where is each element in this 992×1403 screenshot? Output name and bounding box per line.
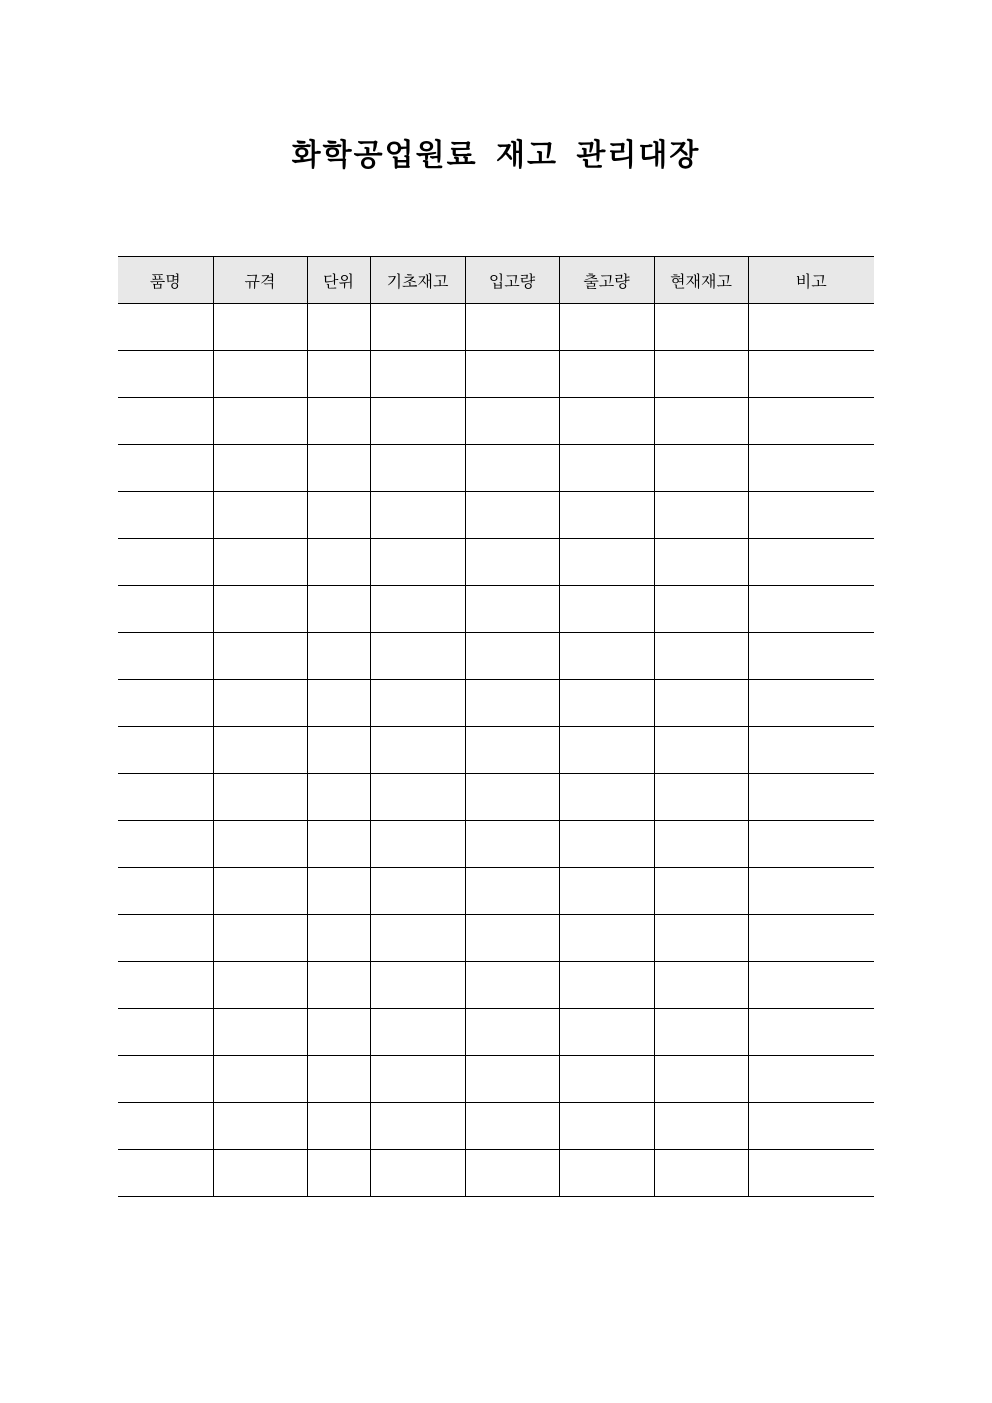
table-cell-remarks[interactable] <box>748 445 874 492</box>
table-cell-remarks[interactable] <box>748 680 874 727</box>
table-cell-specification[interactable] <box>213 586 307 633</box>
table-cell-received-qty[interactable] <box>465 915 559 962</box>
table-cell-received-qty[interactable] <box>465 962 559 1009</box>
table-cell-received-qty[interactable] <box>465 539 559 586</box>
table-row <box>118 1103 874 1150</box>
table-cell-received-qty[interactable] <box>465 868 559 915</box>
table-cell-specification[interactable] <box>213 398 307 445</box>
table-cell-unit[interactable] <box>307 539 370 586</box>
table-cell-specification[interactable] <box>213 821 307 868</box>
table-cell-opening-stock[interactable] <box>370 1150 465 1197</box>
table-cell-opening-stock[interactable] <box>370 962 465 1009</box>
table-cell-issued-qty[interactable] <box>559 727 654 774</box>
table-cell-issued-qty[interactable] <box>559 445 654 492</box>
table-cell-item-name[interactable] <box>118 539 213 586</box>
table-cell-issued-qty[interactable] <box>559 821 654 868</box>
table-cell-opening-stock[interactable] <box>370 1103 465 1150</box>
table-cell-received-qty[interactable] <box>465 398 559 445</box>
table-row <box>118 821 874 868</box>
column-header-opening-stock: 기초재고 <box>370 257 465 304</box>
table-cell-opening-stock[interactable] <box>370 774 465 821</box>
table-cell-received-qty[interactable] <box>465 727 559 774</box>
table-cell-specification[interactable] <box>213 1009 307 1056</box>
table-cell-remarks[interactable] <box>748 492 874 539</box>
table-cell-opening-stock[interactable] <box>370 680 465 727</box>
table-cell-issued-qty[interactable] <box>559 539 654 586</box>
table-cell-remarks[interactable] <box>748 1103 874 1150</box>
table-cell-specification[interactable] <box>213 633 307 680</box>
column-header-unit: 단위 <box>307 257 370 304</box>
table-cell-item-name[interactable] <box>118 586 213 633</box>
table-cell-issued-qty[interactable] <box>559 774 654 821</box>
table-cell-specification[interactable] <box>213 492 307 539</box>
table-cell-current-stock[interactable] <box>654 821 748 868</box>
table-cell-unit[interactable] <box>307 1150 370 1197</box>
table-cell-unit[interactable] <box>307 915 370 962</box>
table-cell-issued-qty[interactable] <box>559 1150 654 1197</box>
table-cell-current-stock[interactable] <box>654 868 748 915</box>
table-cell-current-stock[interactable] <box>654 1056 748 1103</box>
column-header-current-stock: 현재재고 <box>654 257 748 304</box>
table-cell-item-name[interactable] <box>118 868 213 915</box>
table-cell-remarks[interactable] <box>748 821 874 868</box>
table-cell-unit[interactable] <box>307 351 370 398</box>
table-cell-current-stock[interactable] <box>654 1103 748 1150</box>
table-cell-specification[interactable] <box>213 445 307 492</box>
table-cell-current-stock[interactable] <box>654 398 748 445</box>
table-cell-remarks[interactable] <box>748 539 874 586</box>
table-cell-item-name[interactable] <box>118 633 213 680</box>
table-cell-issued-qty[interactable] <box>559 1009 654 1056</box>
table-cell-current-stock[interactable] <box>654 1009 748 1056</box>
table-cell-specification[interactable] <box>213 727 307 774</box>
table-cell-unit[interactable] <box>307 1009 370 1056</box>
table-cell-unit[interactable] <box>307 680 370 727</box>
table-row <box>118 774 874 821</box>
table-cell-current-stock[interactable] <box>654 539 748 586</box>
table-cell-current-stock[interactable] <box>654 304 748 351</box>
table-cell-unit[interactable] <box>307 304 370 351</box>
table-cell-specification[interactable] <box>213 915 307 962</box>
column-header-remarks: 비고 <box>748 257 874 304</box>
table-cell-issued-qty[interactable] <box>559 398 654 445</box>
table-cell-unit[interactable] <box>307 633 370 680</box>
table-cell-remarks[interactable] <box>748 915 874 962</box>
table-cell-received-qty[interactable] <box>465 586 559 633</box>
table-cell-item-name[interactable] <box>118 1056 213 1103</box>
table-cell-current-stock[interactable] <box>654 633 748 680</box>
table-cell-remarks[interactable] <box>748 351 874 398</box>
table-cell-opening-stock[interactable] <box>370 586 465 633</box>
table-cell-opening-stock[interactable] <box>370 445 465 492</box>
table-cell-unit[interactable] <box>307 774 370 821</box>
column-header-received-qty: 입고량 <box>465 257 559 304</box>
table-cell-specification[interactable] <box>213 1056 307 1103</box>
table-cell-received-qty[interactable] <box>465 680 559 727</box>
table-cell-issued-qty[interactable] <box>559 1103 654 1150</box>
table-cell-unit[interactable] <box>307 962 370 1009</box>
table-cell-opening-stock[interactable] <box>370 727 465 774</box>
table-cell-unit[interactable] <box>307 868 370 915</box>
table-cell-issued-qty[interactable] <box>559 351 654 398</box>
table-cell-current-stock[interactable] <box>654 915 748 962</box>
table-cell-item-name[interactable] <box>118 821 213 868</box>
table-cell-remarks[interactable] <box>748 1150 874 1197</box>
table-row <box>118 1150 874 1197</box>
table-cell-issued-qty[interactable] <box>559 304 654 351</box>
table-cell-received-qty[interactable] <box>465 633 559 680</box>
table-cell-current-stock[interactable] <box>654 1150 748 1197</box>
table-cell-received-qty[interactable] <box>465 1103 559 1150</box>
table-row <box>118 727 874 774</box>
table-cell-opening-stock[interactable] <box>370 304 465 351</box>
table-cell-issued-qty[interactable] <box>559 868 654 915</box>
table-cell-unit[interactable] <box>307 1056 370 1103</box>
table-cell-issued-qty[interactable] <box>559 1056 654 1103</box>
table-cell-unit[interactable] <box>307 492 370 539</box>
table-cell-specification[interactable] <box>213 868 307 915</box>
column-header-item-name: 품명 <box>118 257 213 304</box>
table-row <box>118 915 874 962</box>
table-cell-item-name[interactable] <box>118 774 213 821</box>
table-cell-current-stock[interactable] <box>654 586 748 633</box>
table-cell-opening-stock[interactable] <box>370 1056 465 1103</box>
table-cell-unit[interactable] <box>307 445 370 492</box>
table-cell-item-name[interactable] <box>118 351 213 398</box>
column-header-specification: 규격 <box>213 257 307 304</box>
table-cell-specification[interactable] <box>213 680 307 727</box>
table-cell-received-qty[interactable] <box>465 304 559 351</box>
table-cell-remarks[interactable] <box>748 398 874 445</box>
table-row <box>118 868 874 915</box>
table-cell-item-name[interactable] <box>118 680 213 727</box>
table-cell-current-stock[interactable] <box>654 445 748 492</box>
table-cell-received-qty[interactable] <box>465 1150 559 1197</box>
table-row <box>118 962 874 1009</box>
table-cell-current-stock[interactable] <box>654 962 748 1009</box>
table-cell-opening-stock[interactable] <box>370 1009 465 1056</box>
table-cell-specification[interactable] <box>213 1150 307 1197</box>
table-cell-unit[interactable] <box>307 821 370 868</box>
table-row <box>118 1056 874 1103</box>
table-cell-specification[interactable] <box>213 962 307 1009</box>
table-cell-remarks[interactable] <box>748 727 874 774</box>
table-cell-remarks[interactable] <box>748 774 874 821</box>
inventory-ledger-table <box>118 256 874 1197</box>
table-cell-opening-stock[interactable] <box>370 351 465 398</box>
table-row <box>118 304 874 351</box>
table-body <box>118 304 874 1197</box>
table-cell-specification[interactable] <box>213 351 307 398</box>
table-cell-item-name[interactable] <box>118 445 213 492</box>
table-cell-received-qty[interactable] <box>465 1056 559 1103</box>
table-cell-remarks[interactable] <box>748 633 874 680</box>
table-cell-current-stock[interactable] <box>654 680 748 727</box>
table-row <box>118 445 874 492</box>
table-row <box>118 492 874 539</box>
table-cell-issued-qty[interactable] <box>559 492 654 539</box>
table-row <box>118 633 874 680</box>
table-cell-current-stock[interactable] <box>654 727 748 774</box>
table-cell-item-name[interactable] <box>118 1009 213 1056</box>
page-title: 화학공업원료 재고 관리대장 <box>291 138 701 173</box>
table-cell-opening-stock[interactable] <box>370 633 465 680</box>
table-cell-item-name[interactable] <box>118 962 213 1009</box>
table-cell-current-stock[interactable] <box>654 774 748 821</box>
table-header-row <box>118 257 874 304</box>
table-cell-opening-stock[interactable] <box>370 915 465 962</box>
table-cell-remarks[interactable] <box>748 868 874 915</box>
table-cell-specification[interactable] <box>213 539 307 586</box>
table-cell-item-name[interactable] <box>118 398 213 445</box>
table-row <box>118 1009 874 1056</box>
table-cell-remarks[interactable] <box>748 1009 874 1056</box>
table-cell-issued-qty[interactable] <box>559 915 654 962</box>
table-cell-issued-qty[interactable] <box>559 962 654 1009</box>
table-cell-specification[interactable] <box>213 304 307 351</box>
table-row <box>118 586 874 633</box>
table-row <box>118 539 874 586</box>
table-row <box>118 351 874 398</box>
table-row <box>118 680 874 727</box>
table-cell-unit[interactable] <box>307 398 370 445</box>
table-cell-opening-stock[interactable] <box>370 398 465 445</box>
table-cell-item-name[interactable] <box>118 727 213 774</box>
table-cell-specification[interactable] <box>213 1103 307 1150</box>
table-cell-issued-qty[interactable] <box>559 633 654 680</box>
table-cell-issued-qty[interactable] <box>559 586 654 633</box>
table-cell-item-name[interactable] <box>118 1150 213 1197</box>
table-cell-unit[interactable] <box>307 586 370 633</box>
table-cell-item-name[interactable] <box>118 492 213 539</box>
table-cell-opening-stock[interactable] <box>370 539 465 586</box>
table-cell-item-name[interactable] <box>118 304 213 351</box>
table-cell-current-stock[interactable] <box>654 492 748 539</box>
table-cell-received-qty[interactable] <box>465 492 559 539</box>
table-cell-received-qty[interactable] <box>465 774 559 821</box>
table-cell-unit[interactable] <box>307 727 370 774</box>
table-cell-item-name[interactable] <box>118 915 213 962</box>
table-cell-issued-qty[interactable] <box>559 680 654 727</box>
table-cell-opening-stock[interactable] <box>370 492 465 539</box>
table-cell-opening-stock[interactable] <box>370 821 465 868</box>
column-header-issued-qty: 출고량 <box>559 257 654 304</box>
table-cell-remarks[interactable] <box>748 304 874 351</box>
table-cell-received-qty[interactable] <box>465 821 559 868</box>
table-cell-unit[interactable] <box>307 1103 370 1150</box>
table-cell-received-qty[interactable] <box>465 351 559 398</box>
table-cell-specification[interactable] <box>213 774 307 821</box>
table-cell-remarks[interactable] <box>748 962 874 1009</box>
table-cell-item-name[interactable] <box>118 1103 213 1150</box>
table-cell-received-qty[interactable] <box>465 1009 559 1056</box>
table-cell-current-stock[interactable] <box>654 351 748 398</box>
table-row <box>118 398 874 445</box>
table-cell-remarks[interactable] <box>748 586 874 633</box>
table-cell-received-qty[interactable] <box>465 445 559 492</box>
table-cell-opening-stock[interactable] <box>370 868 465 915</box>
table-cell-remarks[interactable] <box>748 1056 874 1103</box>
